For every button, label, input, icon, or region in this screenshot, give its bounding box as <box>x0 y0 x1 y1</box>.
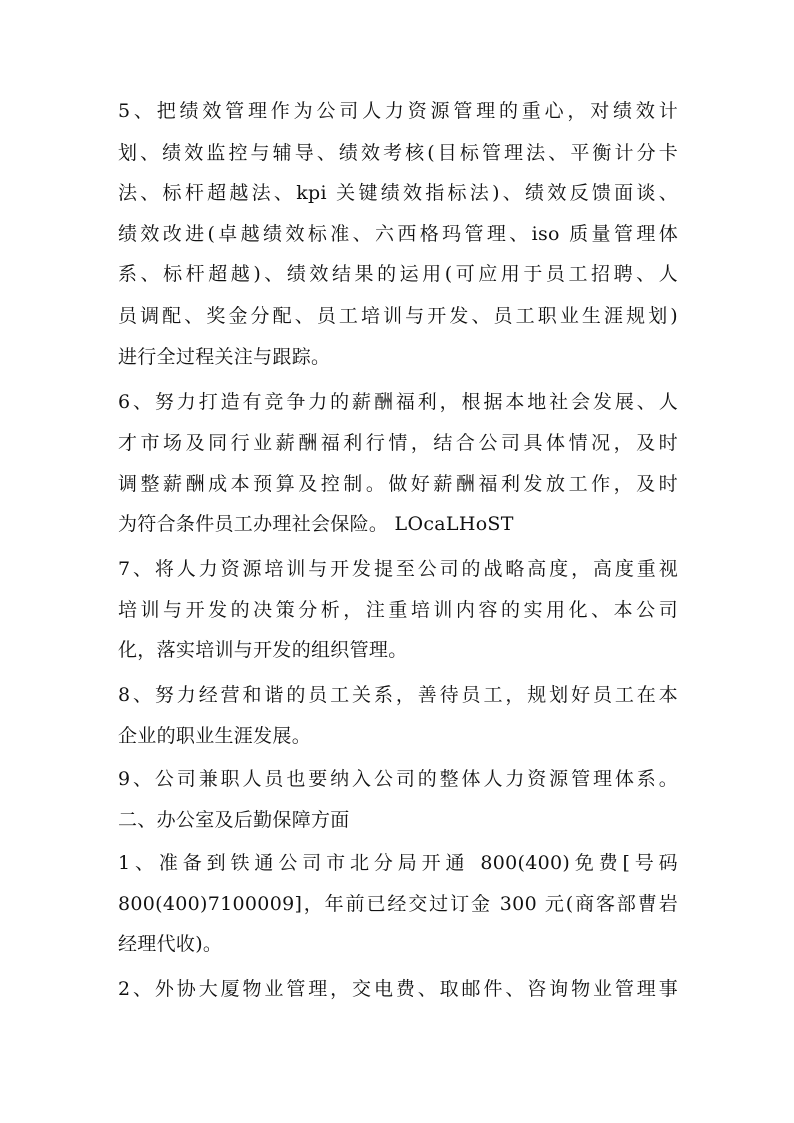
text-line: 1、准备到铁通公司市北分局开通 800(400)免费[号码 <box>118 852 678 874</box>
text-line: 8、努力经营和谐的员工关系，善待员工，规划好员工在本 <box>118 684 678 706</box>
text-line: 9、公司兼职人员也要纳入公司的整体人力资源管理体系。 <box>118 768 678 790</box>
text-line: 7、将人力资源培训与开发提至公司的战略高度，高度重视 <box>118 558 678 580</box>
text-line: 绩效改进(卓越绩效标准、六西格玛管理、iso 质量管理体 <box>118 223 678 245</box>
text-line: 化，落实培训与开发的组织管理。 <box>118 639 408 661</box>
text-line: 才市场及同行业薪酬福利行情，结合公司具体情况，及时 <box>118 432 678 454</box>
text-line: 2、外协大厦物业管理，交电费、取邮件、咨询物业管理事 <box>118 978 678 1000</box>
text-line: 员调配、奖金分配、员工培训与开发、员工职业生涯规划) <box>118 305 678 327</box>
section-heading: 二、办公室及后勤保障方面 <box>118 809 350 831</box>
text-line: 法、标杆超越法、kpi 关键绩效指标法)、绩效反馈面谈、 <box>118 182 678 204</box>
text-line: 经理代收)。 <box>118 933 223 955</box>
text-line: 系、标杆超越)、绩效结果的运用(可应用于员工招聘、人 <box>118 263 678 285</box>
text-line: 企业的职业生涯发展。 <box>118 725 312 747</box>
text-line: 培训与开发的决策分析，注重培训内容的实用化、本公司 <box>118 599 678 621</box>
text-line: 为符合条件员工办理社会保险。 LOcaLHoST <box>118 513 514 535</box>
text-line: 划、绩效监控与辅导、绩效考核(目标管理法、平衡计分卡 <box>118 142 678 164</box>
text-line: 进行全过程关注与跟踪。 <box>118 346 331 368</box>
text-line: 调整薪酬成本预算及控制。做好薪酬福利发放工作，及时 <box>118 473 678 495</box>
text-line: 5、把绩效管理作为公司人力资源管理的重心，对绩效计 <box>118 100 678 122</box>
text-line: 6、努力打造有竞争力的薪酬福利，根据本地社会发展、人 <box>118 391 678 413</box>
text-line: 800(400)7100009]，年前已经交过订金 300 元(商客部曹岩 <box>118 893 678 915</box>
